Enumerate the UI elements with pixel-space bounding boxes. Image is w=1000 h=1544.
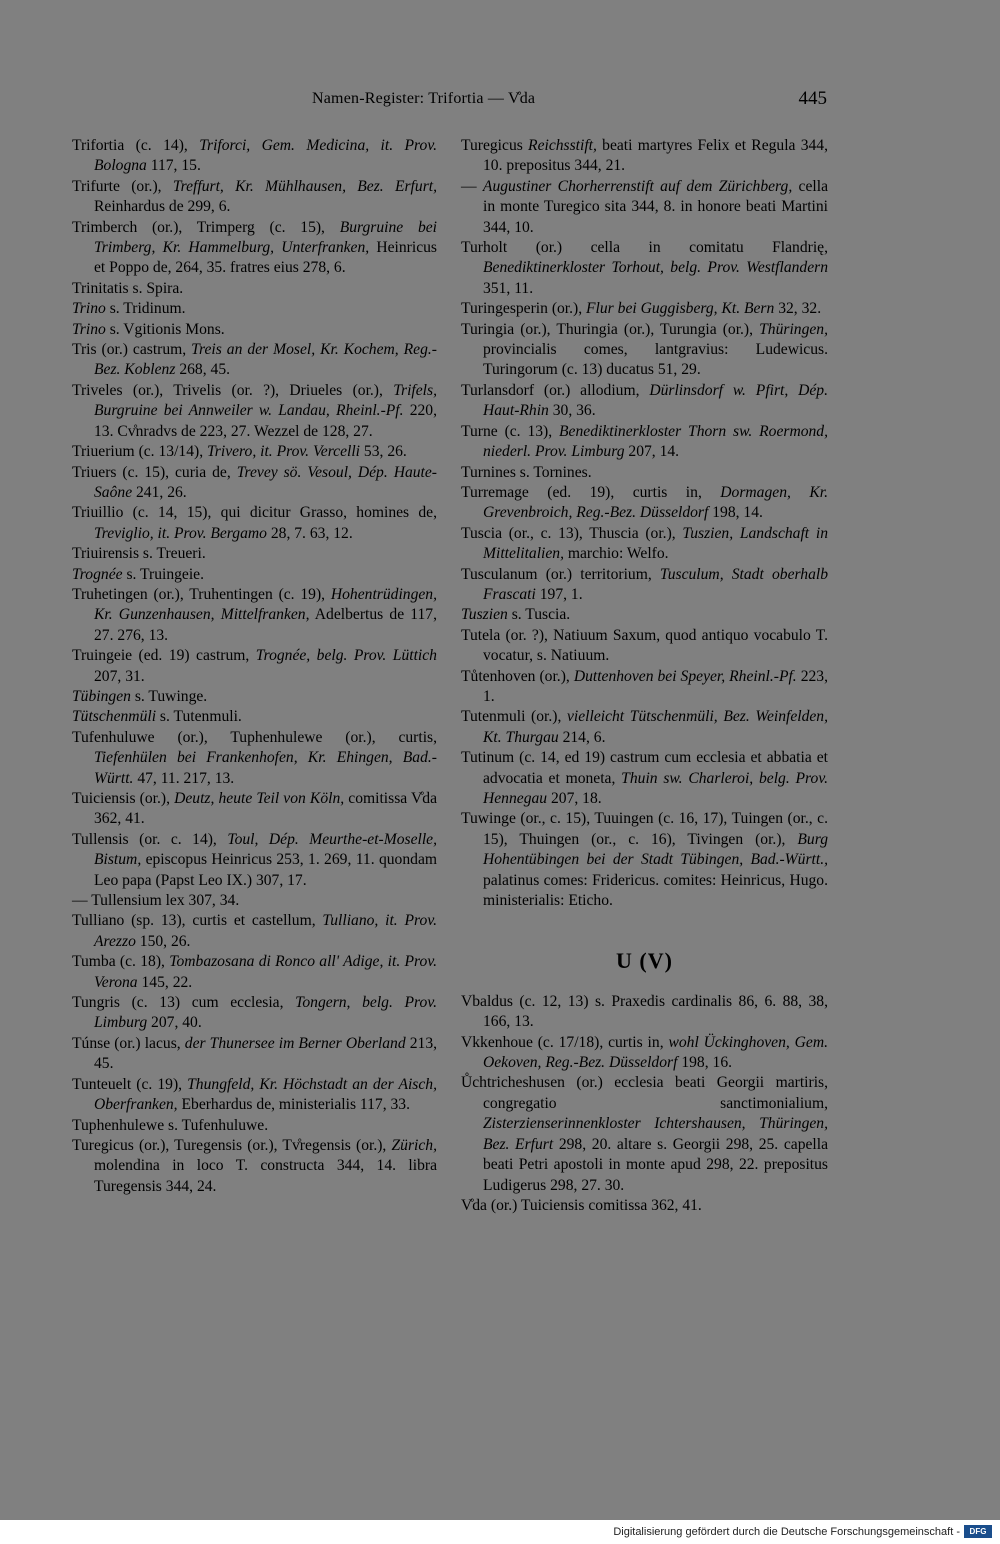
index-entry xyxy=(461,1196,828,1216)
entry-lemma: Trinitatis s. Spira. xyxy=(72,279,184,297)
entry-gloss: Trognée, belg. Prov. Lüttich xyxy=(255,647,437,665)
running-head: Namen-Register: Trifortia — V̊da xyxy=(312,90,536,107)
entry-lemma: Tutinum (c. 14, ed 19) castrum cum ecclesia et abbatia et advocatia et moneta, xyxy=(461,749,828,787)
index-entry xyxy=(72,1075,437,1116)
index-entry xyxy=(72,585,437,646)
entry-gloss: Dormagen, Kr. Grevenbroich, Reg.-Bez. Düsseldorf xyxy=(483,483,828,522)
index-entry xyxy=(72,952,437,993)
entry-lemma: Ůchtricheshusen (or.) ecclesia beati Georgii martiris, congregatio sanctimonialium, xyxy=(461,1074,828,1112)
entry-rest: 53, 26. xyxy=(360,443,407,461)
entry-lemma: Tulliano (sp. 13), curtis et castellum, xyxy=(72,912,323,930)
entry-gloss: Tombazosana di Ronco all' Adige, it. Prov. Verona xyxy=(94,953,438,991)
entry-gloss: Toul, Dép. Meurthe-et-Moselle, Bistum, xyxy=(94,830,438,869)
entry-gloss: Trivero, it. Prov. Vercelli xyxy=(207,443,361,461)
index-entry xyxy=(461,524,828,565)
index-entry xyxy=(461,1033,828,1074)
index-entry xyxy=(72,503,437,544)
right-column xyxy=(461,136,828,1216)
entry-rest: Adelbertus de 117, 27. 276, 13. xyxy=(94,606,437,644)
index-entry xyxy=(72,707,437,727)
index-entry xyxy=(72,1136,437,1197)
index-entry xyxy=(72,177,437,218)
entry-lemma: Tumba (c. 18), xyxy=(72,953,170,971)
index-entry xyxy=(72,1116,437,1136)
entry-gloss: Treffurt, Kr. Mühlhausen, Bez. Erfurt, xyxy=(172,177,437,195)
entry-lemma: Túnse (or.) lacus, xyxy=(72,1034,185,1052)
entry-lemma: Tuiciensis (or.), xyxy=(72,790,175,807)
entry-gloss: Tütschenmüli xyxy=(72,708,157,726)
index-entry xyxy=(461,992,828,1033)
entry-lemma: Tutenmuli (or.), xyxy=(461,708,567,726)
entry-rest: palatinus comes: Fridericus. comites: Heinricus, Hugo. ministerialis: Eticho. xyxy=(483,871,828,910)
entry-lemma: Tullensis (or. c. 14), xyxy=(72,830,228,848)
right-column-entries xyxy=(461,136,828,911)
entry-gloss: Deutz, heute Teil von Köln, xyxy=(174,790,345,807)
entry-gloss: Trognée xyxy=(72,565,123,583)
entry-lemma: Tris (or.) castrum, xyxy=(72,341,192,359)
entry-lemma: Turingia (or.), Thuringia (or.), Turungia (or.), xyxy=(461,320,760,338)
entry-lemma: Tufenhuluwe (or.), Tuphenhulewe (or.), curtis, xyxy=(72,728,437,746)
entry-rest: 30, 36. xyxy=(548,402,596,420)
right-column-entries-u xyxy=(461,992,828,1216)
index-entry xyxy=(72,299,437,319)
index-entry xyxy=(461,238,828,299)
entry-lemma: Triveles (or.), Trivelis (or. ?), Driueles (or.), xyxy=(72,381,394,399)
entry-gloss: Thungfeld, Kr. Höchstadt an der Aisch, Oberfranken, xyxy=(94,1075,437,1114)
entry-gloss: Treis an der Mosel, Kr. Kochem, Reg.-Bez. Koblenz xyxy=(94,341,437,379)
entry-gloss: der Thunersee im Berner Oberland xyxy=(184,1034,406,1052)
entry-rest: 220, 13. Cv̊nradvs de 223, 27. Wezzel de 128, 27. xyxy=(94,402,437,440)
entry-gloss: Tulliano, it. Prov. Arezzo xyxy=(94,912,437,950)
entry-lemma: Trimberch (or.), Trimperg (c. 15), xyxy=(72,218,340,236)
entry-lemma: Tuphenhulewe s. Tufenhuluwe. xyxy=(72,1116,269,1134)
entry-gloss: Augustiner Chorherrenstift auf dem Zürichberg, xyxy=(482,177,793,195)
entry-lemma: — xyxy=(461,177,483,195)
entry-lemma: Turremage (ed. 19), curtis in, xyxy=(461,483,721,501)
entry-gloss: Trifels, Burgruine bei Annweiler w. Landau, Rheinl.-Pf. xyxy=(94,381,437,420)
entry-gloss: Triforci, Gem. Medicina, it. Prov. Bologna xyxy=(94,137,437,175)
entry-lemma: Tuwinge (or., c. 15), Tuuingen (c. 16, 17), Tuingen (or., c. 15), Thuingen (or., c. 16), Tivingen (or.), xyxy=(461,810,828,848)
index-entry xyxy=(461,748,828,809)
entry-gloss: Thüringen, xyxy=(759,320,828,338)
entry-rest: s. Tuscia. xyxy=(507,606,571,624)
entry-gloss: Duttenhoven bei Speyer, Rheinl.-Pf. xyxy=(573,667,797,685)
index-entry xyxy=(461,565,828,606)
entry-rest: 197, 1. xyxy=(535,585,583,603)
entry-rest: episcopus Heinricus 253, 1. 269, 11. quondam Leo papa (Papst Leo IX.) 307, 17. xyxy=(94,851,437,889)
entry-gloss: Hohentrüdingen, Kr. Gunzenhausen, Mittelfranken, xyxy=(94,585,437,624)
entry-rest: 47, 11. 217, 13. xyxy=(133,769,235,787)
entry-gloss: Trevey sö. Vesoul, Dép. Haute-Saône xyxy=(94,463,438,501)
entry-gloss: Benediktinerkloster Thorn sw. Roermond, niederl. Prov. Limburg xyxy=(483,422,828,461)
index-entry xyxy=(461,136,828,177)
index-entry xyxy=(461,422,828,463)
index-entry xyxy=(72,320,437,340)
entry-rest: 117, 15. xyxy=(146,157,201,175)
entry-rest: 28, 7. 63, 12. xyxy=(266,524,353,542)
index-entry xyxy=(72,463,437,504)
entry-lemma: Turingesperin (or.), xyxy=(461,300,587,318)
entry-lemma: Tuscia (or., c. 13), Thuscia (or.), xyxy=(461,524,683,542)
entry-lemma: Tusculanum (or.) territorium, xyxy=(461,565,660,583)
index-entry xyxy=(72,891,437,911)
entry-gloss: Thuin sw. Charleroi, belg. Prov. Hennegau xyxy=(483,769,828,807)
entry-lemma: Turegicus xyxy=(461,137,529,154)
entry-rest: 351, 11. xyxy=(483,279,534,297)
entry-gloss: Zürich, xyxy=(391,1136,437,1154)
entry-lemma: Tutela (or. ?), Natiuum Saxum, quod antiquo vocabulo T. vocatur, s. Natiuum. xyxy=(461,626,828,665)
index-entry xyxy=(461,320,828,381)
entry-gloss: Trino xyxy=(72,320,106,338)
entry-lemma: Turlansdorf (or.) allodium, xyxy=(461,381,650,399)
entry-rest: provincialis comes, lantgravius: Ludewicus. Turingorum (c. 13) ducatus 51, 29. xyxy=(483,341,828,379)
entry-gloss: Treviglio, it. Prov. Bergamo xyxy=(94,524,267,542)
entry-gloss: Tiefenhülen bei Frankenhofen, Kr. Ehingen, Bad.-Württ. xyxy=(94,749,437,787)
entry-gloss: Tusculum, Stadt oberhalb Frascati xyxy=(483,565,828,603)
entry-gloss: Trino xyxy=(72,300,106,318)
entry-lemma: Triuirensis s. Treueri. xyxy=(72,545,206,563)
entry-rest: Reinhardus de 299, 6. xyxy=(94,198,231,216)
page-number: 445 xyxy=(798,88,827,109)
index-entry xyxy=(72,565,437,585)
index-entry xyxy=(461,381,828,422)
entry-lemma: Triuerium (c. 13/14), xyxy=(72,443,207,461)
entry-rest: s. Vgitionis Mons. xyxy=(105,320,225,338)
entry-lemma: Tůtenhoven (or.), xyxy=(461,667,574,685)
entry-rest: molendina in loco T. constructa 344, 14. libra Turegensis 344, 24. xyxy=(94,1157,437,1195)
entry-lemma: Triuillio (c. 14, 15), qui dicitur Grasso, homines de, xyxy=(72,504,437,522)
index-entry xyxy=(72,340,437,381)
entry-gloss: Tübingen xyxy=(72,687,131,705)
entry-rest: 214, 6. xyxy=(558,728,606,746)
index-entry xyxy=(72,218,437,279)
entry-gloss: Benediktinerkloster Torhout, belg. Prov. Westflandern xyxy=(483,259,828,277)
entry-rest: 223, 1. xyxy=(483,667,828,705)
index-entry xyxy=(72,687,437,707)
index-entry xyxy=(72,544,437,564)
entry-rest: 207, 40. xyxy=(147,1014,202,1032)
index-entry xyxy=(72,789,437,830)
entry-lemma: V̊da (or.) Tuiciensis comitissa 362, 41. xyxy=(461,1196,702,1214)
entry-rest: 298, 20. altare s. Georgii 298, 25. capella beati Petri apostoli in monte apud 298, 22. prepositus Ludigerus 298, 27. 30. xyxy=(483,1135,828,1194)
index-entry xyxy=(461,809,828,911)
entry-lemma: Turholt (or.) cella in comitatu Flandrię, xyxy=(461,239,828,257)
entry-gloss: vielleicht Tütschenmüli, Bez. Weinfelden, Kt. Thurgau xyxy=(483,708,828,746)
index-entry xyxy=(461,707,828,748)
entry-rest: 198, 14. xyxy=(708,504,763,522)
entry-lemma: Truingeie (ed. 19) castrum, xyxy=(72,647,256,665)
entry-gloss: Dürlinsdorf w. Pfirt, Dép. Haut-Rhin xyxy=(483,381,828,420)
entry-rest: 150, 26. xyxy=(135,932,191,950)
entry-rest: s. Truingeie. xyxy=(122,565,204,583)
entry-lemma: Vbaldus (c. 12, 13) s. Praxedis cardinalis 86, 6. 88, 38, 166, 13. xyxy=(461,992,828,1031)
entry-lemma: Trifortia (c. 14), xyxy=(72,137,200,154)
entry-rest: 207, 31. xyxy=(94,667,145,685)
entry-lemma: Triuers (c. 15), curia de, xyxy=(72,463,237,481)
index-entry xyxy=(72,279,437,299)
footer-text: Digitalisierung gefördert durch die Deutsche Forschungsgemeinschaft - xyxy=(613,1526,960,1538)
entry-rest: 268, 45. xyxy=(175,361,231,379)
left-column xyxy=(72,136,437,1197)
entry-rest: 145, 22. xyxy=(137,973,193,991)
digitization-footer xyxy=(0,1520,1000,1544)
page-header xyxy=(72,88,827,112)
entry-rest: beati martyres Felix et Regula 344, 10. prepositus 344, 21. xyxy=(483,137,828,175)
index-entry xyxy=(72,136,437,177)
dfg-logo: DFG xyxy=(964,1525,992,1538)
entry-lemma: Tunteuelt (c. 19), xyxy=(72,1075,188,1093)
entry-rest: s. Tridinum. xyxy=(105,300,186,318)
entry-lemma: Vkkenhoue (c. 17/18), curtis in, xyxy=(461,1033,669,1051)
entry-lemma: Turegicus (or.), Turegensis (or.), Tv̊regensis (or.), xyxy=(72,1136,392,1154)
entry-lemma: — Tullensium lex 307, 34. xyxy=(72,892,240,910)
entry-gloss: Burg Hohentübingen bei der Stadt Tübingen, Bad.-Württ., xyxy=(483,830,828,869)
entry-rest: 207, 18. xyxy=(547,790,602,807)
entry-rest: Eberhardus de, ministerialis 117, 33. xyxy=(177,1096,411,1114)
entry-rest: cella in monte Turegico sita 344, 8. in honore beati Martini 344, 10. xyxy=(483,177,828,236)
entry-gloss: Reichsstift, xyxy=(528,137,597,154)
index-entry xyxy=(72,381,437,442)
entry-lemma: Tungris (c. 13) cum ecclesia, xyxy=(72,994,296,1012)
index-entry xyxy=(461,299,828,319)
entry-gloss: Tuszien xyxy=(461,606,508,624)
entry-gloss: Tongern, belg. Prov. Limburg xyxy=(94,994,437,1032)
entry-lemma: Truhetingen (or.), Truhentingen (c. 19), xyxy=(72,585,331,603)
index-entry xyxy=(72,1034,437,1075)
entry-rest: 241, 26. xyxy=(132,483,187,501)
entry-rest: s. Tutenmuli. xyxy=(156,708,242,726)
entry-rest: comitissa V̊da 362, 41. xyxy=(94,790,437,828)
index-entry xyxy=(461,1073,828,1195)
entry-rest: 213, 45. xyxy=(94,1034,438,1073)
entry-gloss: Flur bei Guggisberg, Kt. Bern xyxy=(586,300,775,318)
entry-lemma: Turnines s. Tornines. xyxy=(461,463,592,481)
entry-gloss: Tuszien, Landschaft in Mittelitalien, xyxy=(483,524,828,563)
index-entry xyxy=(72,646,437,687)
entry-rest: s. Tuwinge. xyxy=(130,687,208,705)
index-entry xyxy=(461,626,828,667)
entry-rest: 207, 14. xyxy=(624,443,680,461)
index-entry xyxy=(72,728,437,789)
entry-rest: marchio: Welfo. xyxy=(563,545,669,563)
index-entry xyxy=(72,911,437,952)
entry-lemma: Turne (c. 13), xyxy=(461,422,560,440)
entry-gloss: Burgruine bei Trimberg, Kr. Hammelburg, Unterfranken, xyxy=(94,218,437,257)
index-entry xyxy=(461,605,828,625)
index-entry xyxy=(461,463,828,483)
entry-rest: 32, 32. xyxy=(774,300,822,318)
index-entry xyxy=(72,442,437,462)
entry-rest: Heinricus et Poppo de, 264, 35. fratres eius 278, 6. xyxy=(94,239,437,277)
index-entry xyxy=(461,483,828,524)
index-entry xyxy=(461,177,828,238)
index-entry xyxy=(461,667,828,708)
entry-lemma: Trifurte (or.), xyxy=(72,177,173,195)
entry-gloss: Zisterzienserinnenkloster Ichtershausen, Thüringen, Bez. Erfurt xyxy=(483,1115,828,1153)
entry-rest: 198, 16. xyxy=(677,1054,733,1072)
entry-gloss: wohl Ückinghoven, Gem. Oekoven, Reg.-Bez. Düsseldorf xyxy=(483,1033,828,1072)
section-heading: U (V) xyxy=(616,948,673,974)
index-entry xyxy=(72,830,437,891)
index-entry xyxy=(72,993,437,1034)
